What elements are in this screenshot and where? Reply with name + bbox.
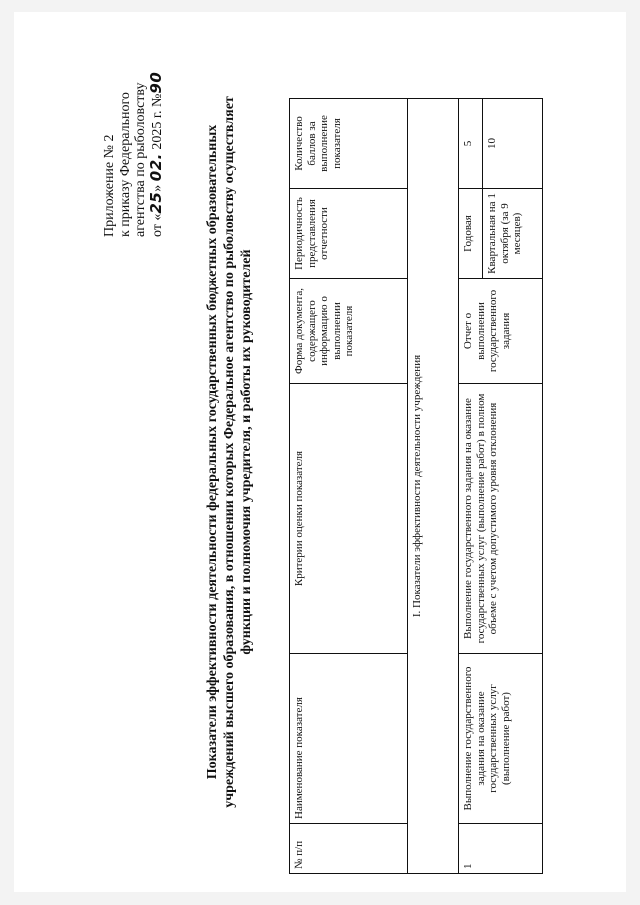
rotated-content	[14, 12, 626, 892]
indicators-table	[289, 98, 543, 874]
table-row	[459, 99, 483, 874]
table-header-row	[290, 99, 408, 874]
header-period: Периодичность представления отчетности	[290, 189, 408, 279]
row-criteria: Выполнение государственного задания на оказание государственных услуг (выполнение работ) в полном объеме с учетом допустимого уровня отклонения	[459, 384, 543, 654]
handwritten-order-number: 90	[146, 71, 165, 94]
document-title	[204, 32, 255, 872]
row-period-annual: Годовая	[459, 189, 483, 279]
appendix-order-ref: к приказу Федерального	[117, 92, 133, 237]
header-points: Количество баллов за выполнение показателя	[290, 99, 408, 189]
row-points-quarterly: 10	[483, 99, 543, 189]
appendix-date-line	[146, 27, 166, 237]
section-row	[408, 99, 459, 874]
header-num: № п/п	[290, 824, 408, 874]
appendix-number: Приложение № 2	[102, 134, 117, 237]
row-points-annual: 5	[459, 99, 483, 189]
date-mid: »	[149, 181, 165, 192]
row-form: Отчет о выполнении государственного задания	[459, 279, 543, 384]
title-line-3: функции и полномочия учредителя, и работы их руководителей	[239, 249, 254, 655]
appendix-agency: агентства по рыболовству	[133, 82, 148, 237]
header-criteria: Критерии оценки показателя	[290, 384, 408, 654]
row-num: 1	[459, 824, 543, 874]
appendix-header	[102, 27, 165, 237]
document-page	[14, 12, 626, 892]
header-form: Форма документа, содержащего информацию о выполнении показателя	[290, 279, 408, 384]
header-name: Наименование показателя	[290, 654, 408, 824]
date-prefix: от «	[149, 213, 165, 237]
title-line-2: учреждений высшего образования, в отношении которых Федеральное агентство по рыболовству осуществляет	[222, 96, 237, 808]
title-line-1: Показатели эффективности деятельности федеральных государственных бюджетных образовательных	[205, 124, 220, 780]
section-heading: I. Показатели эффективности деятельности учреждения	[408, 99, 459, 874]
date-year: 2025 г. №	[149, 93, 165, 154]
row-name: Выполнение государственного задания на оказание государственных услуг (выполнение работ)	[459, 654, 543, 824]
handwritten-month: 02.	[146, 153, 165, 182]
row-period-quarterly: Квартальная на 1 октября (за 9 месяцев)	[483, 189, 543, 279]
handwritten-day: 25	[146, 191, 165, 214]
